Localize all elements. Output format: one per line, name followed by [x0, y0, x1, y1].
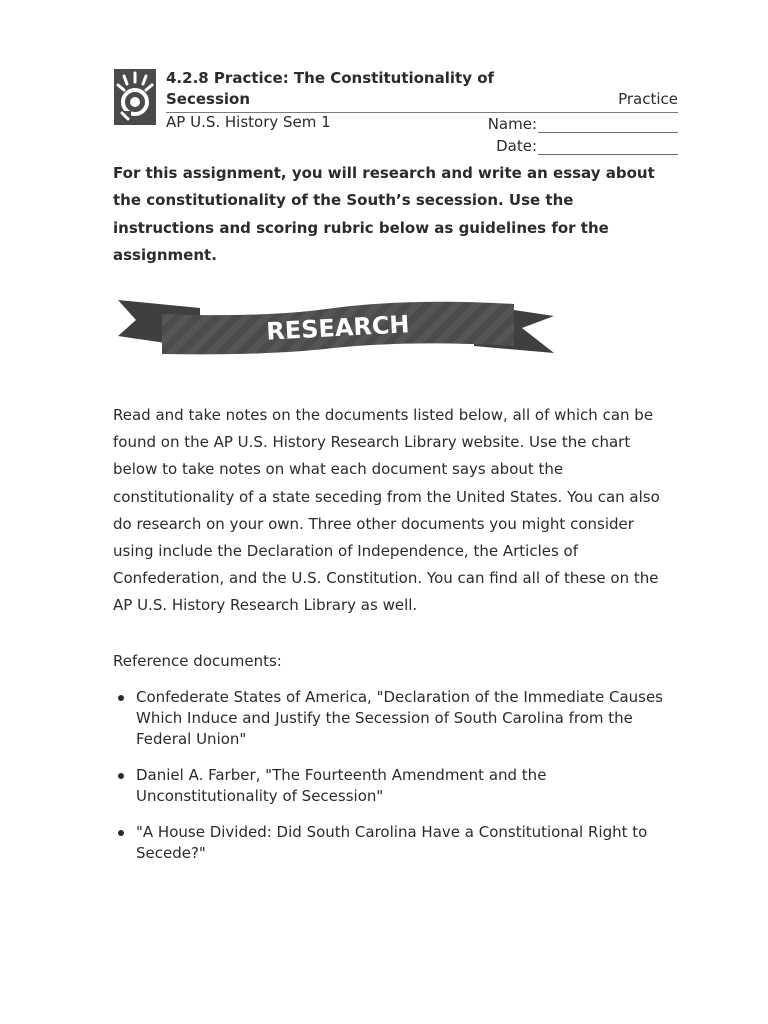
date-field[interactable] [496, 136, 678, 155]
date-label: Date: [496, 137, 537, 155]
instructions-paragraph: Read and take notes on the documents listed below, all of which can be found on the AP U.S. History Research Library website. Use the chart below to take notes on what each document says about the constitutionality of a state seceding from the United States. You can also do research on your own. Three other documents you might consider using include the Declaration of Independence, the Articles of Confederation, and the U.S. Constitution. You can find all of these on the AP U.S. History Research Library as well. [113, 406, 660, 615]
name-blank-line[interactable] [538, 114, 678, 133]
research-banner [114, 296, 558, 358]
course-name: AP U.S. History Sem 1 [166, 113, 331, 131]
reference-heading: Reference documents: [113, 652, 282, 670]
assignment-intro: For this assignment, you will research and write an essay about the constitutionality of the South’s secession. Use the instructions and scoring rubric below as guidelines for the assignment. [113, 164, 655, 265]
document-type-label: Practice [618, 90, 678, 108]
reference-list [113, 687, 673, 879]
name-label: Name: [487, 115, 537, 133]
reference-item: "A House Divided: Did South Carolina Have a Constitutional Right to Secede?" [113, 822, 673, 864]
banner-label: RESEARCH [265, 310, 411, 346]
reference-item: Daniel A. Farber, "The Fourteenth Amendment and the Unconstitutionality of Secession" [113, 765, 673, 807]
reference-item: Confederate States of America, "Declaration of the Immediate Causes Which Induce and Justify the Secession of South Carolina from the Federal Union" [113, 687, 673, 750]
lightbulb-logo-icon [114, 69, 156, 125]
page-title: 4.2.8 Practice: The Constitutionality of Secession [166, 69, 495, 108]
date-blank-line[interactable] [538, 136, 678, 155]
name-field[interactable] [488, 114, 678, 133]
